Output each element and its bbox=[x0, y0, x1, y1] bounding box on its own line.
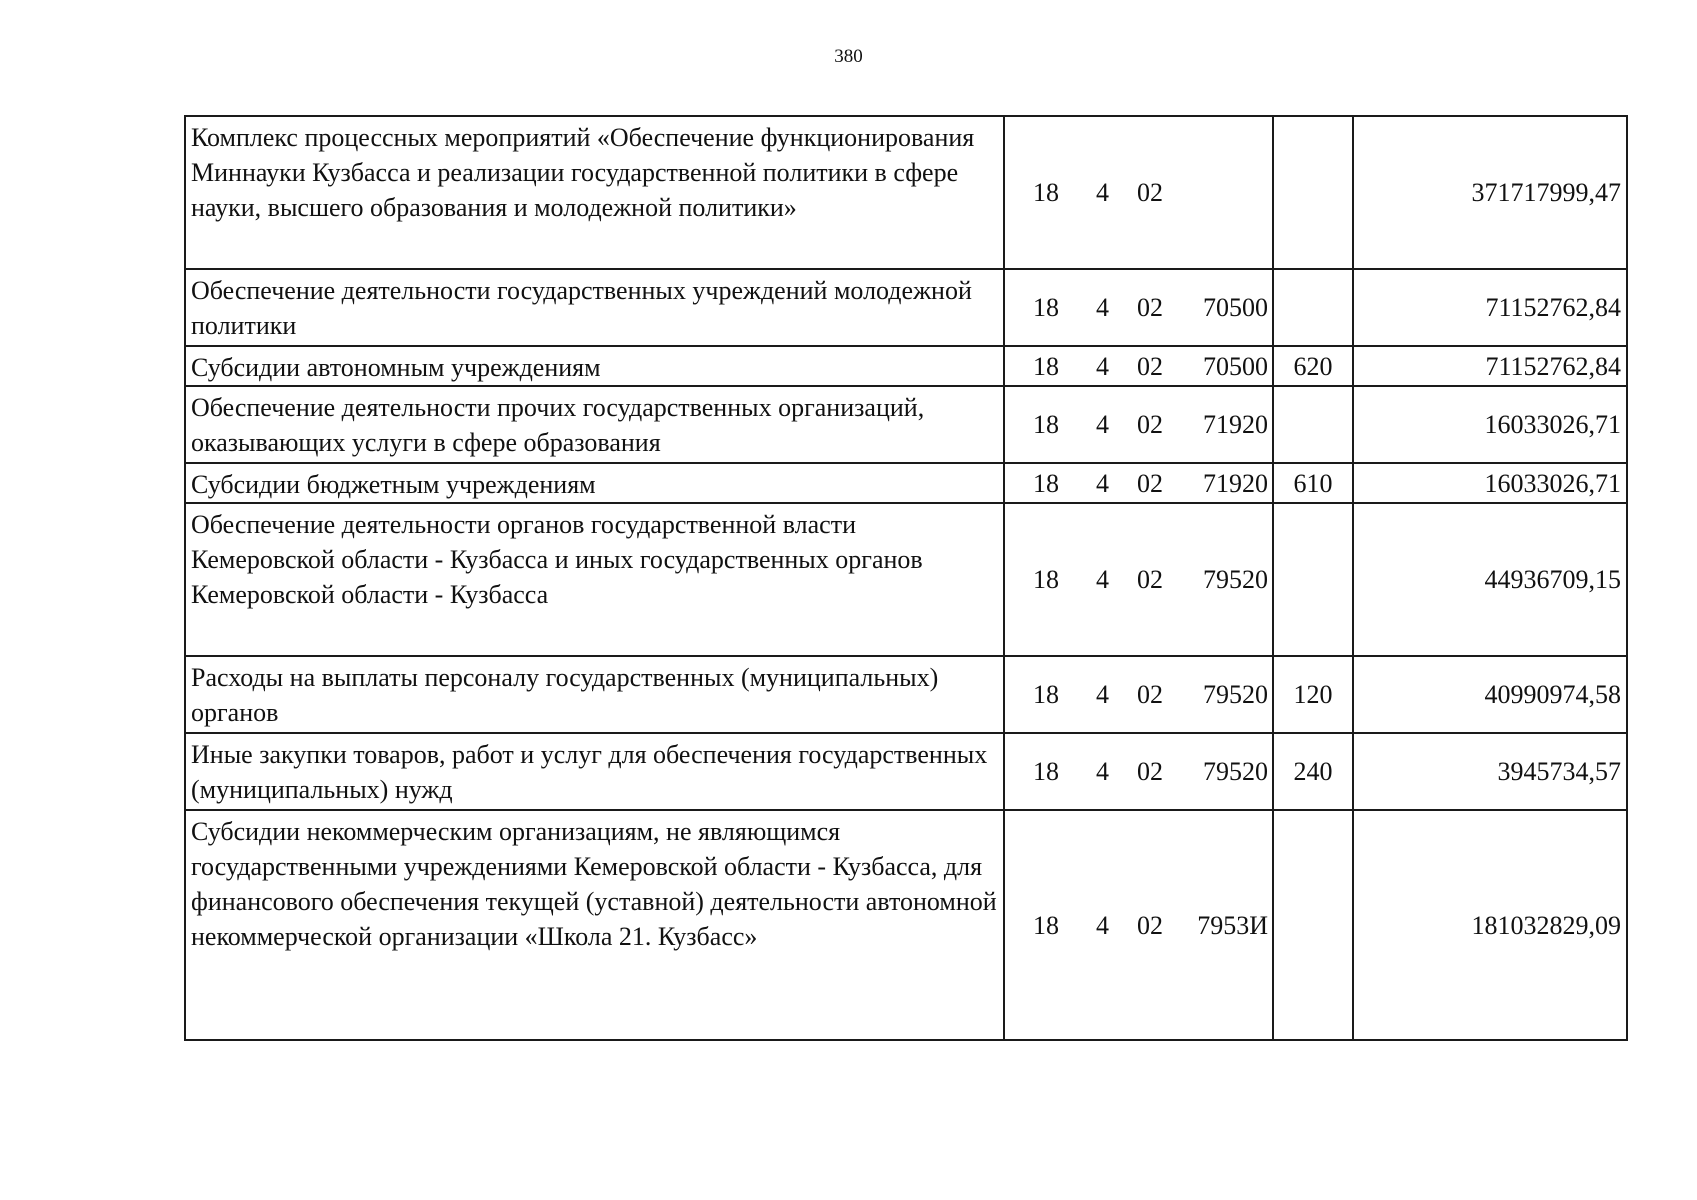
program-code: 18 bbox=[1033, 351, 1059, 381]
amount-value: 71152762,84 bbox=[1485, 293, 1621, 322]
expense-type-code: 610 bbox=[1293, 468, 1333, 498]
row-name-cell bbox=[185, 733, 1004, 810]
codes-cell bbox=[1004, 386, 1273, 463]
direction-code: 71920 bbox=[1203, 410, 1268, 439]
subprogram-code: 4 bbox=[1096, 468, 1109, 498]
program-code: 18 bbox=[1033, 468, 1059, 498]
program-code: 18 bbox=[1033, 680, 1059, 709]
program-code: 18 bbox=[1033, 565, 1059, 594]
row-name-cell bbox=[185, 656, 1004, 733]
subprogram-code: 4 bbox=[1096, 351, 1109, 381]
table-row bbox=[185, 810, 1627, 1040]
amount-cell bbox=[1353, 386, 1627, 463]
amount-value: 16033026,71 bbox=[1484, 410, 1621, 439]
budget-table bbox=[184, 115, 1628, 1041]
group-code: 02 bbox=[1137, 178, 1163, 207]
row-name-cell bbox=[185, 463, 1004, 503]
direction-code: 7953И bbox=[1197, 910, 1268, 940]
row-name-cell bbox=[185, 346, 1004, 386]
table-row bbox=[185, 733, 1627, 810]
codes-cell bbox=[1004, 503, 1273, 656]
amount-value: 44936709,15 bbox=[1484, 565, 1621, 594]
subprogram-code: 4 bbox=[1096, 680, 1109, 709]
subprogram-code: 4 bbox=[1096, 565, 1109, 594]
codes-cell bbox=[1004, 733, 1273, 810]
table-row bbox=[185, 269, 1627, 346]
amount-cell bbox=[1353, 810, 1627, 1040]
program-code: 18 bbox=[1033, 410, 1059, 439]
table-row bbox=[185, 656, 1627, 733]
row-name: Субсидии бюджетным учреждениям bbox=[191, 470, 596, 499]
amount-cell bbox=[1353, 733, 1627, 810]
expense-type-cell bbox=[1273, 346, 1353, 386]
row-name: Иные закупки товаров, работ и услуг для обеспечения государственных (муниципальных) нужд bbox=[191, 740, 988, 804]
row-name: Обеспечение деятельности прочих государственных организаций, оказывающих услуги в сфере образования bbox=[191, 393, 925, 457]
amount-value: 371717999,47 bbox=[1471, 178, 1621, 207]
row-name-cell bbox=[185, 269, 1004, 346]
row-name: Субсидии некоммерческим организациям, не являющимся государственными учреждениями Кемеровской области - Кузбасса, для финансового обеспечения текущей (уставной) деятельности автономной некоммерческой организации «Школа 21. Кузбасс» bbox=[191, 817, 997, 951]
amount-cell bbox=[1353, 346, 1627, 386]
table-row bbox=[185, 116, 1627, 269]
amount-cell bbox=[1353, 463, 1627, 503]
group-code: 02 bbox=[1137, 410, 1163, 439]
table-row bbox=[185, 346, 1627, 386]
group-code: 02 bbox=[1137, 680, 1163, 709]
direction-code: 79520 bbox=[1203, 680, 1268, 709]
row-name-cell bbox=[185, 386, 1004, 463]
amount-cell bbox=[1353, 656, 1627, 733]
expense-type-cell bbox=[1273, 116, 1353, 269]
program-code: 18 bbox=[1033, 757, 1059, 786]
codes-cell bbox=[1004, 346, 1273, 386]
codes-cell bbox=[1004, 269, 1273, 346]
expense-type-cell bbox=[1273, 656, 1353, 733]
table-row bbox=[185, 463, 1627, 503]
expense-type-cell bbox=[1273, 733, 1353, 810]
table-row bbox=[185, 386, 1627, 463]
amount-value: 16033026,71 bbox=[1484, 468, 1621, 498]
group-code: 02 bbox=[1137, 910, 1163, 940]
group-code: 02 bbox=[1137, 757, 1163, 786]
group-code: 02 bbox=[1137, 565, 1163, 594]
group-code: 02 bbox=[1137, 351, 1163, 381]
row-name-cell bbox=[185, 116, 1004, 269]
expense-type-cell bbox=[1273, 810, 1353, 1040]
group-code: 02 bbox=[1137, 293, 1163, 322]
amount-cell bbox=[1353, 116, 1627, 269]
row-name-cell bbox=[185, 503, 1004, 656]
expense-type-code: 120 bbox=[1293, 680, 1333, 709]
subprogram-code: 4 bbox=[1096, 178, 1109, 207]
subprogram-code: 4 bbox=[1096, 910, 1109, 940]
subprogram-code: 4 bbox=[1096, 757, 1109, 786]
expense-type-cell bbox=[1273, 269, 1353, 346]
codes-cell bbox=[1004, 463, 1273, 503]
direction-code: 70500 bbox=[1203, 293, 1268, 322]
page-number: 380 bbox=[834, 46, 863, 67]
expense-type-cell bbox=[1273, 463, 1353, 503]
subprogram-code: 4 bbox=[1096, 293, 1109, 322]
expense-type-code: 620 bbox=[1293, 351, 1333, 381]
subprogram-code: 4 bbox=[1096, 410, 1109, 439]
amount-cell bbox=[1353, 269, 1627, 346]
expense-type-cell bbox=[1273, 386, 1353, 463]
row-name: Расходы на выплаты персоналу государственных (муниципальных) органов bbox=[191, 663, 939, 727]
direction-code: 79520 bbox=[1203, 757, 1268, 786]
row-name-cell bbox=[185, 810, 1004, 1040]
amount-value: 40990974,58 bbox=[1484, 680, 1621, 709]
direction-code: 79520 bbox=[1203, 565, 1268, 594]
program-code: 18 bbox=[1033, 910, 1059, 940]
row-name: Обеспечение деятельности государственных учреждений молодежной политики bbox=[191, 276, 972, 340]
program-code: 18 bbox=[1033, 293, 1059, 322]
amount-value: 181032829,09 bbox=[1471, 910, 1621, 940]
row-name: Комплекс процессных мероприятий «Обеспечение функционирования Миннауки Кузбасса и реализации государственной политики в сфере науки, высшего образования и молодежной политики» bbox=[191, 123, 975, 222]
direction-code: 70500 bbox=[1203, 351, 1268, 381]
row-name: Субсидии автономным учреждениям bbox=[191, 353, 601, 382]
expense-type-cell bbox=[1273, 503, 1353, 656]
table-row bbox=[185, 503, 1627, 656]
program-code: 18 bbox=[1033, 178, 1059, 207]
codes-cell bbox=[1004, 116, 1273, 269]
amount-value: 71152762,84 bbox=[1485, 351, 1621, 381]
direction-code: 71920 bbox=[1203, 468, 1268, 498]
codes-cell bbox=[1004, 810, 1273, 1040]
codes-cell bbox=[1004, 656, 1273, 733]
expense-type-code: 240 bbox=[1293, 757, 1333, 786]
amount-cell bbox=[1353, 503, 1627, 656]
row-name: Обеспечение деятельности органов государственной власти Кемеровской области - Кузбасса и иных государственных органов Кемеровской области - Кузбасса bbox=[191, 510, 923, 609]
amount-value: 3945734,57 bbox=[1497, 757, 1621, 786]
group-code: 02 bbox=[1137, 468, 1163, 498]
